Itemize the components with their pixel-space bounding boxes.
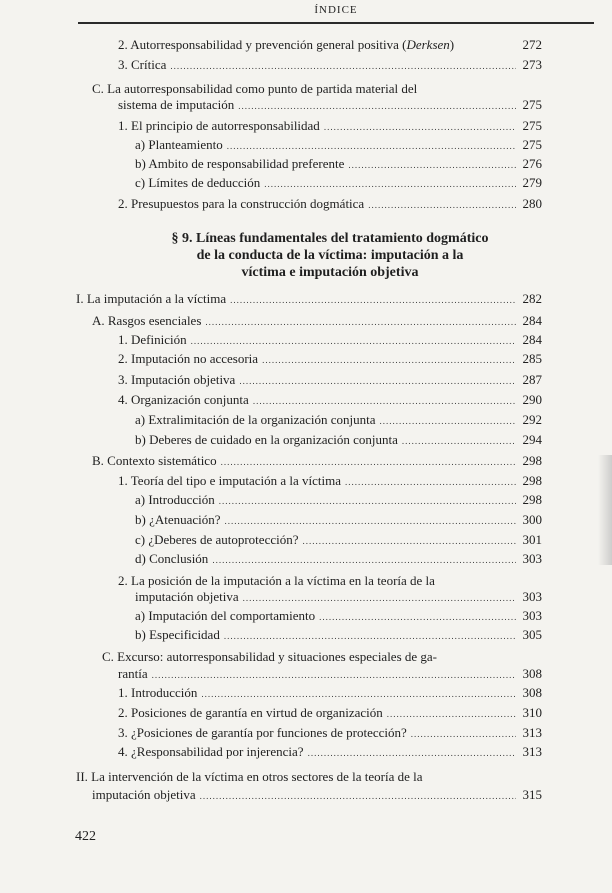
toc-entry (92, 312, 542, 331)
toc-entry-page: 294 (522, 432, 542, 447)
toc-entry-continuation: imputación objetiva (92, 787, 196, 802)
leader-dots (224, 628, 516, 645)
toc-entry (135, 511, 542, 530)
toc-entry (135, 626, 542, 645)
leader-dots (324, 119, 516, 136)
toc-entry (135, 491, 542, 510)
leader-dots (319, 609, 516, 626)
leader-dots (348, 157, 516, 174)
toc-entry-label: 2. La posición de la imputación a la víctima en la teoría de la (118, 573, 435, 588)
toc-entry (118, 665, 542, 684)
toc-entry-page: 272 (522, 37, 542, 52)
leader-dots (230, 292, 516, 309)
leader-dots (170, 58, 516, 75)
leader-dots (411, 726, 516, 743)
toc-entry (92, 452, 542, 471)
leader-dots (205, 314, 516, 331)
toc-entry-page: 279 (522, 175, 542, 190)
leader-dots (264, 176, 516, 193)
toc-entry-label: 1. Introducción (118, 685, 198, 700)
toc-entry (135, 174, 542, 193)
toc-entry (135, 531, 542, 550)
toc-entry-label: b) Especificidad (135, 627, 220, 642)
toc-entry-label: a) Introducción (135, 492, 215, 507)
leader-dots (227, 138, 516, 155)
leader-dots (239, 373, 516, 390)
toc-entry (118, 724, 542, 743)
toc-entry-page: 303 (522, 608, 542, 623)
section-heading-line-1: § 9. Líneas fundamentales del tratamiento dogmático (171, 231, 489, 246)
toc-entry-label: 4. Organización conjunta (118, 392, 249, 407)
toc-entry-page: 282 (522, 291, 542, 306)
toc-entry-label: b) Ambito de responsabilidad preferente (135, 156, 345, 171)
leader-dots (201, 686, 516, 703)
scan-edge-shadow (598, 455, 612, 565)
toc-entry-label: b) Deberes de cuidado en la organización conjunta (135, 432, 398, 447)
toc-entry (135, 411, 542, 430)
toc-entry-page: 313 (522, 725, 542, 740)
toc-entry-page: 280 (522, 196, 542, 211)
toc-entry-label: 4. ¿Responsabilidad por injerencia? (118, 744, 304, 759)
toc-entry-label: a) Imputación del comportamiento (135, 608, 316, 623)
toc-entry (118, 36, 542, 53)
toc-entry-label: B. Contexto sistemático (92, 453, 217, 468)
toc-entry-page: 315 (522, 787, 542, 802)
toc-entry-label: 3. ¿Posiciones de garantía por funciones de protección? (118, 725, 407, 740)
toc-entry-page: 275 (522, 118, 542, 133)
toc-entry-label: 3. Imputación objetiva (118, 372, 236, 387)
section-heading-line-2: de la conducta de la víctima: imputación a la (196, 248, 464, 263)
toc-entry (118, 743, 542, 762)
leader-dots (152, 667, 516, 684)
toc-entry-label: 1. El principio de autorresponsabilidad (118, 118, 320, 133)
toc-entry-page: 303 (522, 551, 542, 566)
toc-entry (118, 391, 542, 410)
toc-entry-label: C. La autorresponsabilidad como punto de partida material del (92, 81, 418, 96)
toc-entry-label: A. Rasgos esenciales (92, 313, 202, 328)
toc-entry-page: 276 (522, 156, 542, 171)
toc-entry-page: 287 (522, 372, 542, 387)
toc-entry-label: 3. Crítica (118, 57, 167, 72)
leader-dots (303, 533, 517, 550)
leader-dots (225, 513, 516, 530)
toc-entry (76, 290, 542, 309)
toc-entry-label: a) Planteamiento (135, 137, 223, 152)
toc-entry-page: 298 (522, 492, 542, 507)
leader-dots (219, 493, 516, 510)
toc-entry-page: 313 (522, 744, 542, 759)
toc-entry (118, 331, 542, 350)
toc-entry (118, 56, 542, 75)
toc-entry-page: 292 (522, 412, 542, 427)
leader-dots (380, 413, 516, 430)
toc-entry-page: 273 (522, 57, 542, 72)
toc-entry-label: 2. Posiciones de garantía en virtud de organización (118, 705, 383, 720)
toc-entry-label: 2. Autorresponsabilidad y prevención general positiva (Derksen) (118, 37, 455, 52)
toc-entry-page: 305 (522, 627, 542, 642)
toc-entry-continuation: sistema de imputación (118, 97, 235, 112)
leader-dots (212, 552, 516, 569)
leader-dots (243, 590, 516, 607)
toc-entry (135, 431, 542, 450)
toc-entry-label: d) Conclusión (135, 551, 209, 566)
toc-entry-page: 298 (522, 473, 542, 488)
leader-dots (253, 393, 516, 410)
page-number: 422 (75, 829, 96, 844)
toc-entry-label: II. La intervención de la víctima en otros sectores de la teoría de la (76, 769, 423, 784)
leader-dots (308, 745, 516, 762)
leader-dots (221, 454, 516, 471)
toc-entry-page: 298 (522, 453, 542, 468)
toc-entry (118, 704, 542, 723)
toc-entry (118, 472, 542, 491)
toc-entry-label: 1. Teoría del tipo e imputación a la víctima (118, 473, 342, 488)
section-heading-line-3: víctima e imputación objetiva (241, 265, 419, 280)
toc-entry-continuation: imputación objetiva (135, 589, 239, 604)
toc-entry (118, 371, 542, 390)
toc-entry (92, 786, 542, 805)
toc-entry (135, 155, 542, 174)
toc-entry-label: 2. Imputación no accesoria (118, 351, 259, 366)
toc-entry (135, 136, 542, 155)
toc-entry-page: 290 (522, 392, 542, 407)
toc-entry (135, 550, 542, 569)
running-header: ÍNDICE (314, 4, 358, 16)
toc-entry-page: 300 (522, 512, 542, 527)
leader-dots (402, 433, 516, 450)
toc-entry-label: C. Excurso: autorresponsabilidad y situaciones especiales de ga- (102, 649, 438, 664)
toc-entry-page: 301 (522, 532, 542, 547)
toc-entry-page: 308 (522, 666, 542, 681)
toc-entry (118, 350, 542, 369)
toc-entry (135, 588, 542, 607)
toc-entry (118, 117, 542, 136)
leader-dots (200, 788, 516, 805)
leader-dots (345, 474, 516, 491)
toc-entry-page: 275 (522, 97, 542, 112)
toc-entry-label: a) Extralimitación de la organización conjunta (135, 412, 376, 427)
toc-entry-label: b) ¿Atenuación? (135, 512, 221, 527)
toc-entry (135, 607, 542, 626)
leader-dots (191, 333, 516, 350)
toc-entry-label: c) Límites de deducción (135, 175, 261, 190)
toc-entry-page: 284 (522, 332, 542, 347)
toc-entry-label: c) ¿Deberes de autoprotección? (135, 532, 299, 547)
toc-entry-page: 303 (522, 589, 542, 604)
leader-dots (387, 706, 516, 723)
toc-entry (118, 96, 542, 115)
header-rule (78, 22, 594, 24)
toc-entry-page: 284 (522, 313, 542, 328)
toc-entry-label: 1. Definición (118, 332, 187, 347)
toc-entry-label: 2. Presupuestos para la construcción dogmática (118, 196, 365, 211)
toc-entry (118, 684, 542, 703)
leader-dots (238, 98, 516, 115)
leader-dots (262, 352, 516, 369)
toc-entry-page: 310 (522, 705, 542, 720)
toc-entry-label: I. La imputación a la víctima (76, 291, 227, 306)
leader-dots (368, 197, 516, 214)
toc-entry (118, 195, 542, 214)
toc-entry-page: 275 (522, 137, 542, 152)
toc-entry-continuation: rantía (118, 666, 148, 681)
toc-entry-page: 308 (522, 685, 542, 700)
toc-entry-page: 285 (522, 351, 542, 366)
